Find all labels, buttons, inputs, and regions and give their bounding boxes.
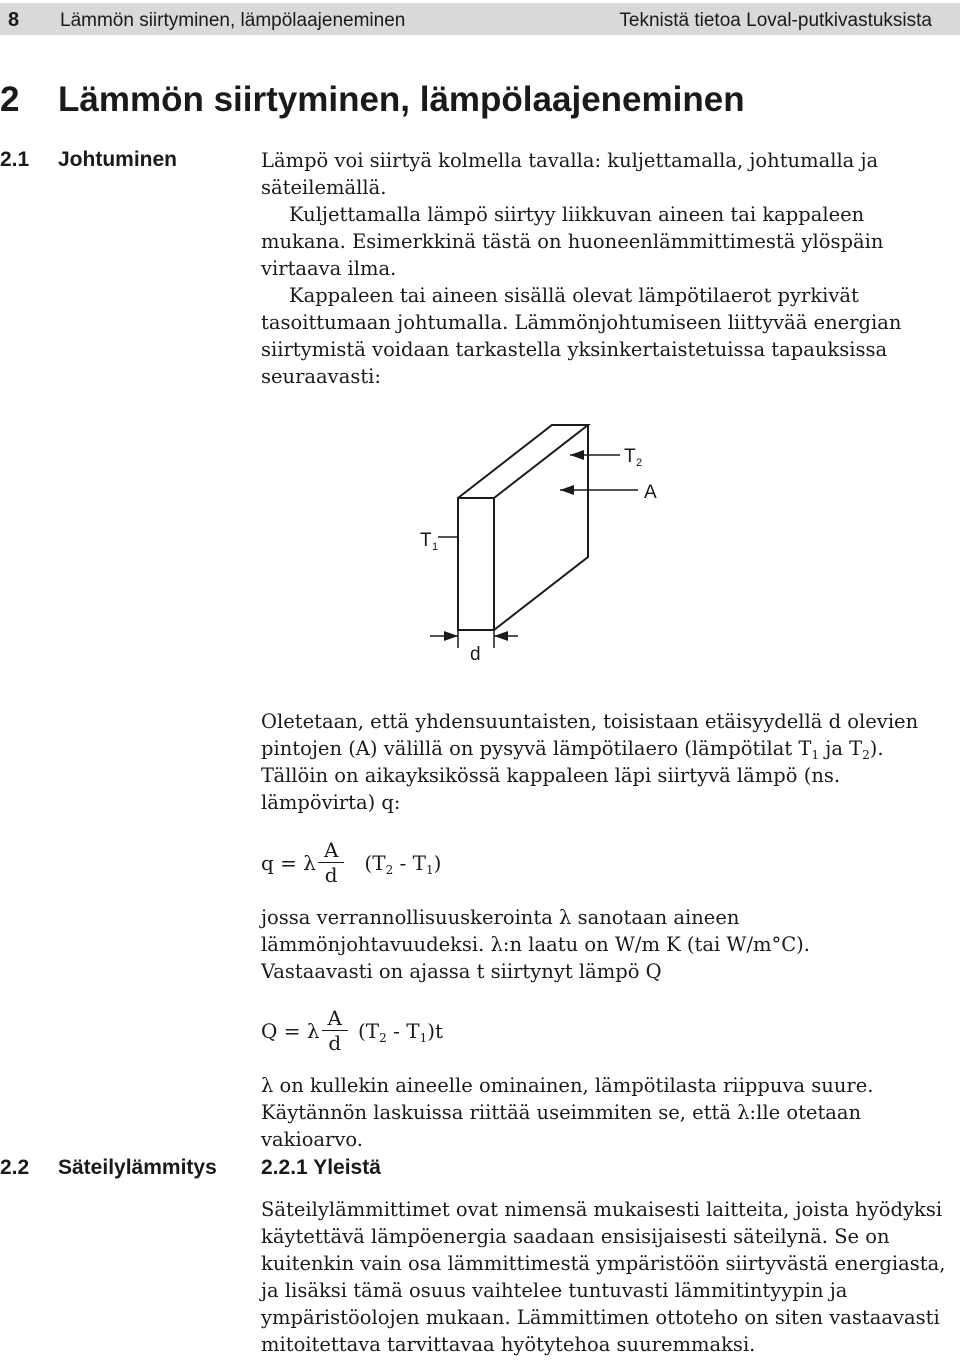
page-header	[0, 3, 960, 35]
subsection-title: Yleistä	[313, 1156, 381, 1179]
section-number: 2.1	[0, 148, 30, 171]
label-d: d	[470, 644, 481, 665]
label-t1-subscript: 1	[432, 541, 439, 553]
slab-shape	[430, 425, 638, 648]
section-2-1-lambda	[261, 904, 953, 985]
paragraph: Kuljettamalla lämpö siirtyy liikkuvan aineen tai kappaleen mukana. Esimerkkinä tästä on huoneenlämmittimestä ylöspäin virtaava ilma.	[261, 203, 884, 280]
arrow-heads	[444, 450, 584, 641]
fraction-denominator: d	[328, 1031, 342, 1055]
label-a: A	[644, 482, 657, 503]
paragraph: Kappaleen tai aineen sisällä olevat lämpötilaerot pyrkivät tasoittumaan johtumalla. Lämmönjohtumiseen liittyvää energian siirtymistä voidaan tarkastella yksinkertaistetuissa tapauksissa seuraavasti:	[261, 284, 902, 388]
page-number: 8	[8, 9, 20, 31]
chapter-title-text: Lämmön siirtyminen, lämpölaajeneminen	[58, 80, 745, 119]
section-title: Säteilylämmitys	[58, 1156, 217, 1179]
paragraph: λ on kullekin aineelle ominainen, lämpötilasta riippuva suure. Käytännön laskuissa riittää useimmiten se, että λ:lle otetaan vakioarvo.	[261, 1074, 874, 1151]
formula-fraction	[322, 1006, 348, 1055]
formula-fraction	[318, 838, 344, 887]
paragraph: Vastaavasti on ajassa t siirtynyt lämpö Q	[261, 960, 662, 983]
fraction-numerator: A	[322, 1006, 348, 1031]
chapter-number: 2	[0, 80, 20, 119]
paragraph: jossa verrannollisuuskerointa λ sanotaan aineen lämmönjohtavuudeksi. λ:n laatu on W/m K (tai W/m°C).	[261, 906, 810, 956]
paragraph: Lämpö voi siirtyä kolmella tavalla: kuljettamalla, johtumalla ja säteilemällä.	[261, 149, 879, 199]
section-2-1-conclusion	[261, 1072, 953, 1153]
label-t2: T	[624, 446, 636, 467]
formula-lhs: Q = λ	[261, 1018, 320, 1043]
section-2-2-body	[261, 1196, 953, 1358]
formula-heat-amount	[261, 1006, 443, 1055]
fraction-numerator: A	[318, 838, 344, 863]
section-heading-2-2	[0, 1156, 217, 1180]
label-t1: T	[420, 530, 432, 551]
section-number: 2.2	[0, 1156, 30, 1179]
formula-lhs: q = λ	[261, 850, 316, 875]
formula-rhs: $(T_2 - T_1)t$	[358, 1018, 444, 1045]
section-2-1-explanation	[261, 708, 953, 816]
header-title: Lämmön siirtyminen, lämpölaajeneminen	[60, 10, 406, 31]
fraction-denominator: d	[324, 863, 338, 887]
paragraph: Oletetaan, että yhdensuuntaisten, toisistaan etäisyydellä d olevien pintojen (A) välillä on pysyvä lämpötilaero (lämpötilat $T_1$ ja $T_2$). Tällöin on aikayksikössä kappaleen läpi siirtyvä lämpö (ns. lämpövirta) q:	[261, 710, 919, 814]
heat-conduction-diagram	[410, 420, 690, 665]
section-heading-2-1	[0, 148, 177, 172]
chapter-title	[0, 80, 745, 120]
paragraph: Säteilylämmittimet ovat nimensä mukaisesti laitteita, joista hyödyksi käytettävä lämpöenergia saadaan ensisijaisesti säteilynä. Se on kuitenkin vain osa lämmittimestä ympäristöön siirtyvästä energiasta, ja lisäksi tämä osuus vaihtelee tuntuvasti lämmitintyypin ja ympäristöolojen mukaan. Lämmittimen ottoteho on siten vastaavasti mitoitettava tarvittavaa hyötytehoa suuremmaksi.	[261, 1198, 946, 1356]
section-2-1-intro	[261, 147, 953, 390]
section-title: Johtuminen	[58, 148, 177, 171]
label-t2-subscript: 2	[636, 457, 643, 469]
header-right-title: Teknistä tietoa Loval-putkivastuksista	[619, 10, 932, 31]
subsection-number: 2.2.1	[261, 1156, 308, 1179]
subsection-heading-2-2-1	[261, 1156, 381, 1180]
formula-heat-flow	[261, 838, 441, 887]
formula-rhs: $(T_2 - T_1)$	[364, 850, 442, 877]
